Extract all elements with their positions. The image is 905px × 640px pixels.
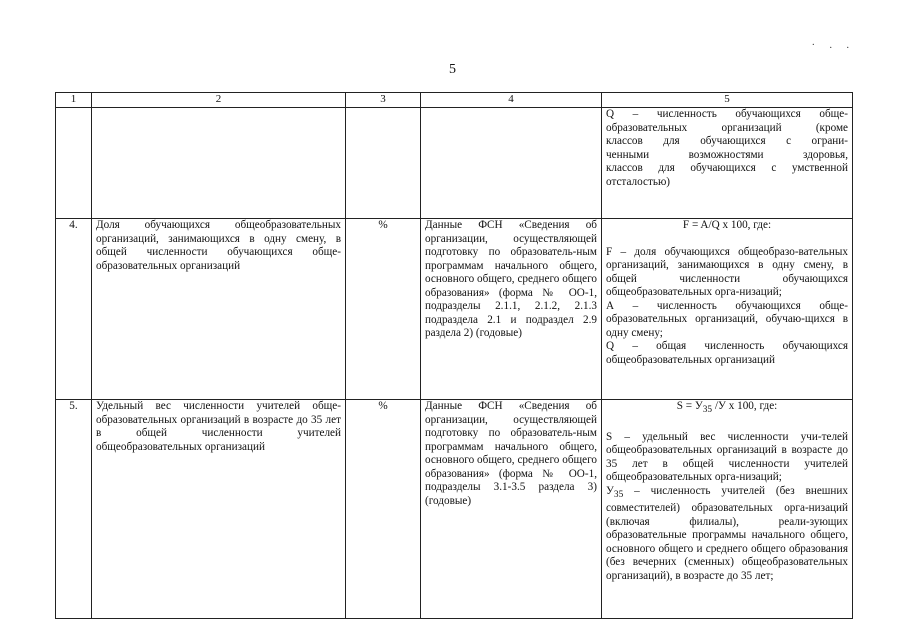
page-number: 5 bbox=[449, 62, 456, 77]
definition-u35: $У_{35}$ – численность учителей (без внешних совместителей) образовательных орга-низаций (включая филиалы), реали-зующих образовательные программы начального общего, основного общего и среднего общего образования (без вечерних (сменных) общеобразовательных организаций), в возрасте до 35 лет; bbox=[606, 484, 848, 582]
row-number: 4. bbox=[56, 219, 92, 400]
calculation-method bbox=[602, 400, 853, 619]
cell-unit bbox=[346, 108, 421, 219]
header-col-1: 1 bbox=[56, 93, 92, 108]
q-definition-line: ченными возможностями здоровья, bbox=[606, 148, 848, 161]
q-definition-line: образовательных организаций (кроме bbox=[606, 121, 848, 134]
table-row bbox=[56, 400, 853, 619]
indicators-table bbox=[55, 92, 853, 619]
corner-marks: · . . bbox=[811, 40, 855, 51]
cell-name bbox=[92, 108, 346, 219]
data-source: Данные ФСН «Сведения об организации, осуществляющей подготовку по образователь-ным программам начального общего, основного общего, среднего общего образования» (форма № ОО-1, подразделы 3.1-3.5 раздела 3) (годовые) bbox=[421, 400, 602, 619]
calculation-method bbox=[602, 219, 853, 400]
unit-of-measure: % bbox=[346, 400, 421, 619]
table-row-continuation bbox=[56, 108, 853, 219]
unit-of-measure: % bbox=[346, 219, 421, 400]
indicator-name: Удельный вес численности учителей обще-образовательных организаций в возрасте до 35 лет в общей численности учителей общеобразовательных организаций bbox=[92, 400, 346, 619]
header-col-4: 4 bbox=[421, 93, 602, 108]
cell-source bbox=[421, 108, 602, 219]
q-definition-line: Q – численность обучающихся обще- bbox=[606, 108, 848, 120]
cell-method bbox=[602, 108, 853, 219]
definition-f: F – доля обучающихся общеобразо-вательных организаций, занимающихся в одну смену, в общей численности обучающихся общеобразовательных орга-низаций; bbox=[606, 245, 848, 298]
table-header-row bbox=[56, 93, 853, 108]
row-number: 5. bbox=[56, 400, 92, 619]
definition-a: А – численность обучающихся обще-образовательных организаций, обучаю-щихся в одну смену; bbox=[606, 299, 848, 339]
data-source: Данные ФСН «Сведения об организации, осуществляющей подготовку по образователь-ным программам начального общего, основного общего, среднего общего образования» (форма № ОО-1, подразделы 2.1.1, 2.1.2, 2.1.3 подраздела 2.1 и подраздел 2.9 раздела 2) (годовые) bbox=[421, 219, 602, 400]
definition-q: Q – общая численность обучающихся общеобразовательных организаций bbox=[606, 340, 848, 366]
q-definition-line: отсталостью) bbox=[606, 175, 671, 188]
header-col-2: 2 bbox=[92, 93, 346, 108]
cell-num bbox=[56, 108, 92, 219]
header-col-3: 3 bbox=[346, 93, 421, 108]
definition-s: S – удельный вес численности учи-телей общеобразовательных организаций в возрасте до 35 лет в общей численности учителей общеобразовательных орга-низаций; bbox=[606, 430, 848, 484]
header-col-5: 5 bbox=[602, 93, 853, 108]
formula: $S = У_{35}$ /У x 100, где: bbox=[676, 400, 778, 416]
q-definition-line: классов для обучающихся с умственной bbox=[606, 162, 848, 174]
indicator-name: Доля обучающихся общеобразовательных организаций, занимающихся в одну смену, в общей численности обучающихся обще-образовательных организаций bbox=[92, 219, 346, 400]
table-row bbox=[56, 219, 853, 400]
formula: F = A/Q x 100, где: bbox=[682, 219, 772, 231]
q-definition-line: классов для обучающихся с ограни- bbox=[606, 135, 848, 147]
